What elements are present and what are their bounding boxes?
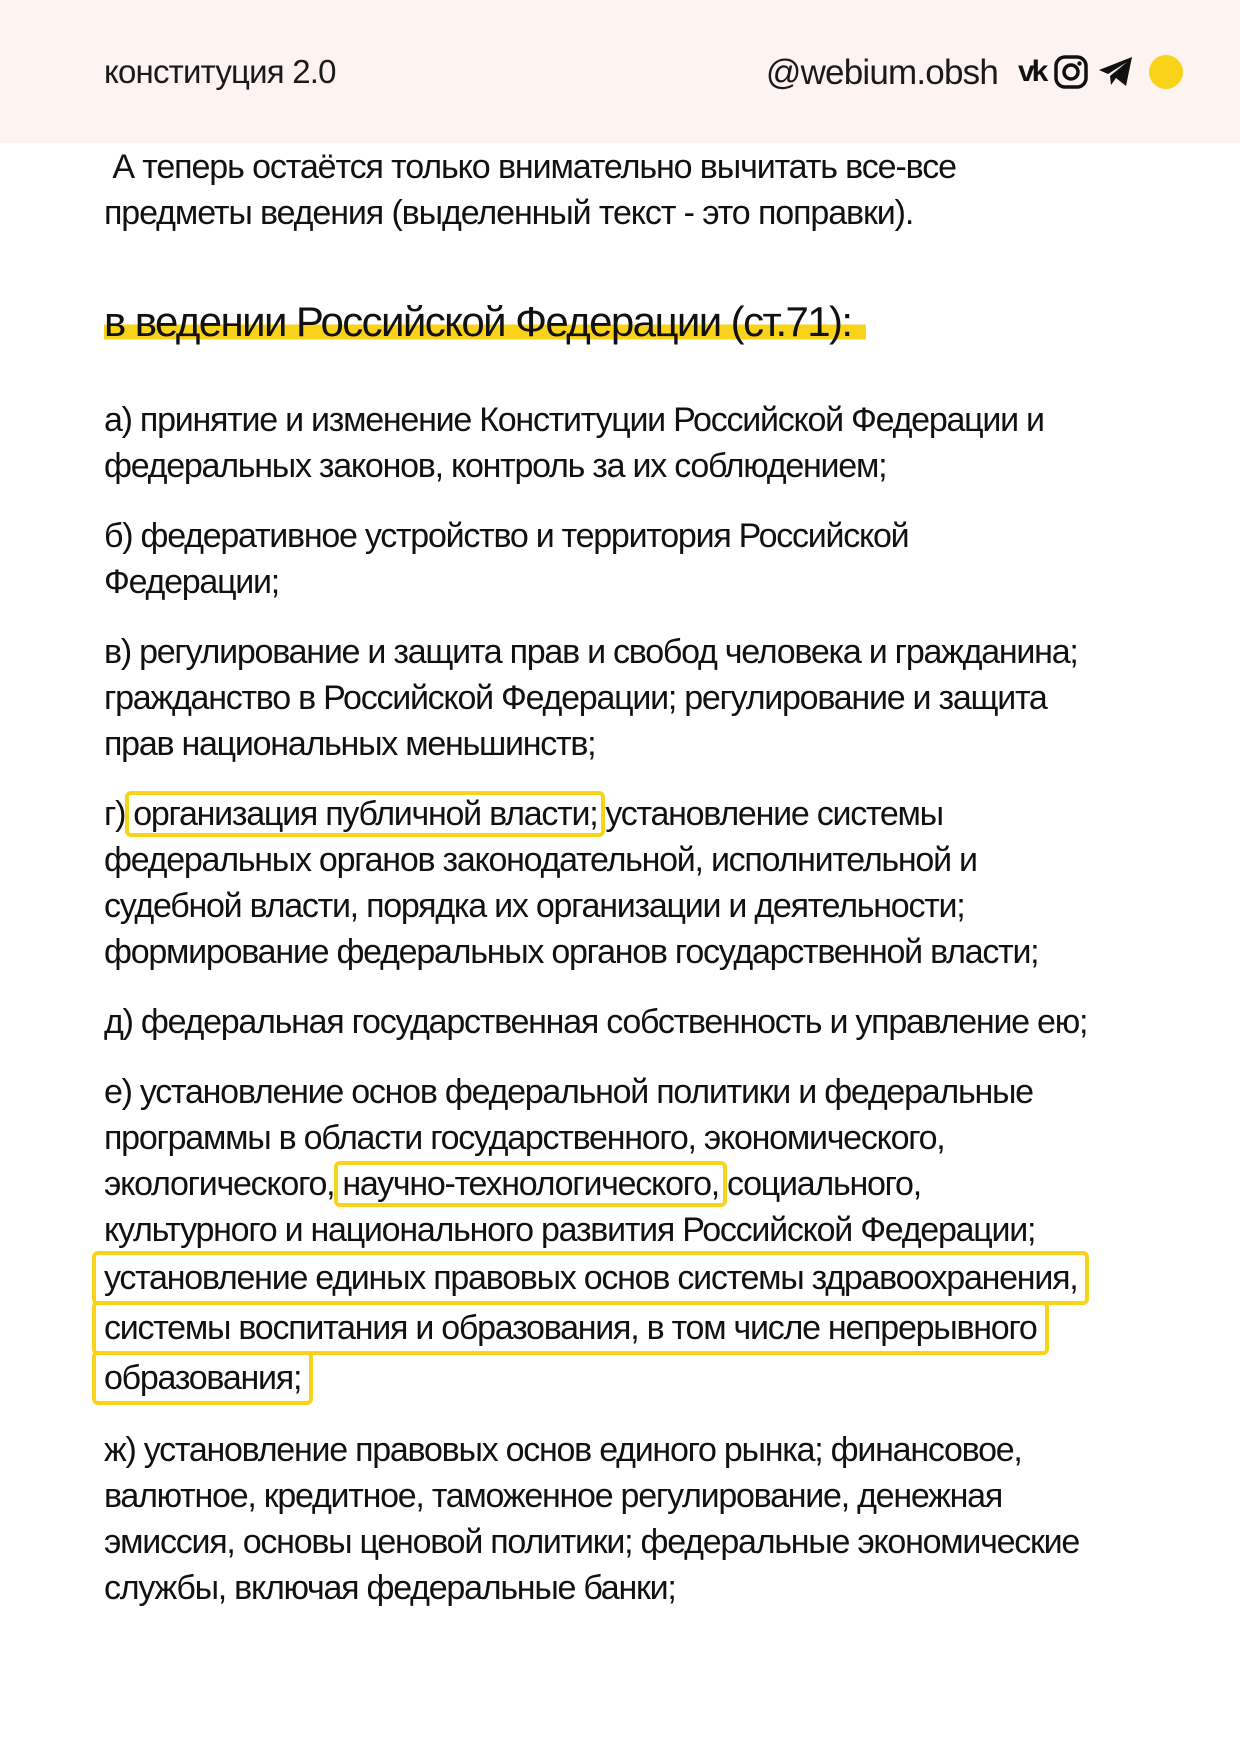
telegram-icon[interactable] xyxy=(1097,55,1135,89)
brand-title: конституция 2.0 xyxy=(104,53,336,90)
intro-line-1: А теперь остаётся только внимательно вычитать все-все xyxy=(112,148,956,186)
intro-text xyxy=(104,144,1144,236)
item-b: б) федеративное устройство и территория Российской Федерации; xyxy=(104,517,909,601)
accent-dot xyxy=(1149,55,1183,89)
amendment-highlight: научно-технологического, xyxy=(334,1161,727,1207)
amendment-highlight: системы воспитания и образования, в том числе непрерывного xyxy=(92,1301,1049,1355)
amendment-highlight: организация публичной власти; xyxy=(125,791,605,837)
header xyxy=(0,0,1240,143)
item-v: в) регулирование и защита прав и свобод человека и гражданина; гражданство в Российской Федерации; регулирование и защита прав национальных меньшинств; xyxy=(104,633,1078,763)
item-zh: ж) установление правовых основ единого рынка; финансовое, валютное, кредитное, таможенное регулирование, денежная эмиссия, основы ценовой политики; федеральные экономические службы, включая федеральные банки; xyxy=(104,1431,1080,1607)
amendment-block xyxy=(92,1253,1089,1403)
item-d: д) федеральная государственная собственность и управление ею; xyxy=(104,1003,1088,1041)
amendment-highlight: установление единых правовых основ системы здравоохранения, xyxy=(92,1251,1089,1305)
instagram-icon[interactable] xyxy=(1053,54,1089,90)
item-g: г) организация публичной власти; установление системы федеральных органов законодательной, исполнительной и судебной власти, порядка их организации и деятельности; формирование федеральных органов государственной власти; xyxy=(104,791,1184,975)
item-e: е) установление основ федеральной политики и федеральные программы в области государственного, экономического, экологического, научно-технологического, социального, культурного и национального развития Российской Федерации; установление единых правовых основ системы здравоохранения, системы воспитания и образования, в том числе непрерывного образования; xyxy=(104,1069,1184,1403)
item-a: а) принятие и изменение Конституции Российской Федерации и федеральных законов, контроль за их соблюдением; xyxy=(104,401,1044,485)
social-icons xyxy=(1018,50,1183,94)
amendment-highlight: образования; xyxy=(92,1351,313,1405)
vk-icon[interactable]: vk xyxy=(1018,55,1046,88)
intro-line-2: предметы ведения (выделенный текст - это поправки). xyxy=(104,194,914,232)
social-handle[interactable]: @webium.obsh xyxy=(765,53,998,92)
article-items xyxy=(104,397,1184,1635)
section-title-highlight: в ведении Российской Федерации (ст.71): xyxy=(104,298,866,345)
section-title xyxy=(104,296,866,348)
